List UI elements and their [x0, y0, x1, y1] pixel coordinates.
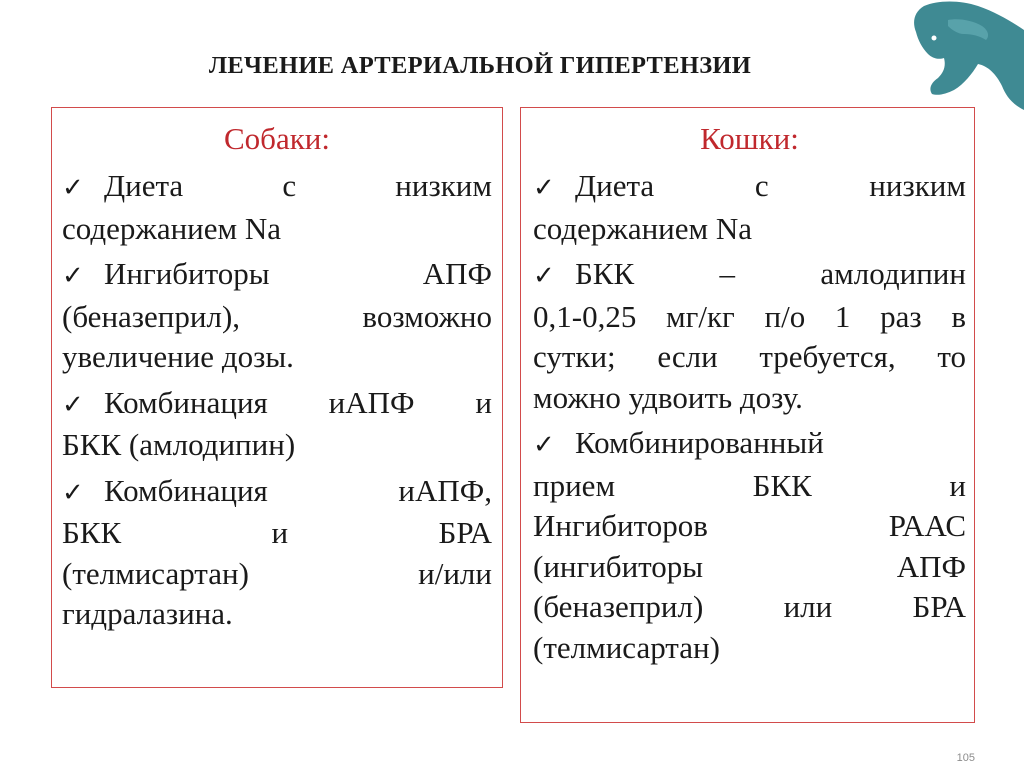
cats-panel-content: [533, 120, 966, 673]
dogs-panel-content: [62, 120, 492, 640]
item-line: прием БКК и: [533, 467, 966, 503]
checkmark-icon: ✓: [533, 261, 555, 291]
dogs-item: [62, 383, 492, 466]
checkmark-icon: ✓: [533, 430, 555, 460]
cats-item: [533, 166, 966, 249]
item-line: (телмисартан) и/или: [62, 555, 492, 591]
cats-item: [533, 423, 966, 668]
item-line: (телмисартан): [533, 629, 720, 665]
item-line: 0,1-0,25 мг/кг п/о 1 раз в: [533, 298, 966, 334]
item-line: БКК (амлодипин): [62, 427, 296, 462]
checkmark-icon: ✓: [62, 261, 84, 291]
item-line: Диета с низким: [104, 168, 492, 203]
item-line: Комбинация иАПФ и: [104, 384, 492, 420]
cats-panel: [520, 107, 975, 723]
dogs-panel: [51, 107, 503, 688]
page-number: 105: [956, 752, 975, 764]
checkmark-icon: ✓: [62, 173, 84, 203]
item-line: сутки; если требуется, то: [533, 339, 966, 374]
item-line: (беназеприл), возможно: [62, 298, 492, 334]
slide-title: ЛЕЧЕНИЕ АРТЕРИАЛЬНОЙ ГИПЕРТЕНЗИИ: [208, 52, 752, 79]
dogs-item: [62, 471, 492, 635]
dogs-heading: Собаки:: [224, 121, 330, 156]
cats-heading: Кошки:: [700, 121, 799, 156]
horse-head-logo-icon: [888, 0, 1024, 112]
item-line: БКК – амлодипин: [575, 256, 966, 291]
item-line: Ингибиторов РААС: [533, 508, 966, 543]
dogs-item: [62, 166, 492, 249]
item-line: (ингибиторы АПФ: [533, 548, 966, 584]
item-line: содержанием Na: [533, 210, 753, 246]
checkmark-icon: ✓: [533, 173, 555, 203]
item-line: увеличение дозы.: [62, 339, 294, 374]
item-line: Ингибиторы АПФ: [104, 256, 492, 291]
item-line: гидралазина.: [62, 596, 233, 631]
item-line: Диета с низким: [575, 168, 966, 203]
cats-item: [533, 254, 966, 418]
dogs-item: [62, 254, 492, 378]
item-line: БКК и БРА: [62, 515, 492, 550]
item-line: можно удвоить дозу.: [533, 379, 803, 415]
item-line: Комбинированный: [575, 425, 824, 460]
checkmark-icon: ✓: [62, 477, 84, 508]
checkmark-icon: ✓: [62, 389, 84, 420]
item-line: содержанием Na: [62, 210, 282, 246]
item-line: Комбинация иАПФ,: [104, 472, 492, 508]
item-line: (беназеприл) или БРА: [533, 589, 966, 624]
